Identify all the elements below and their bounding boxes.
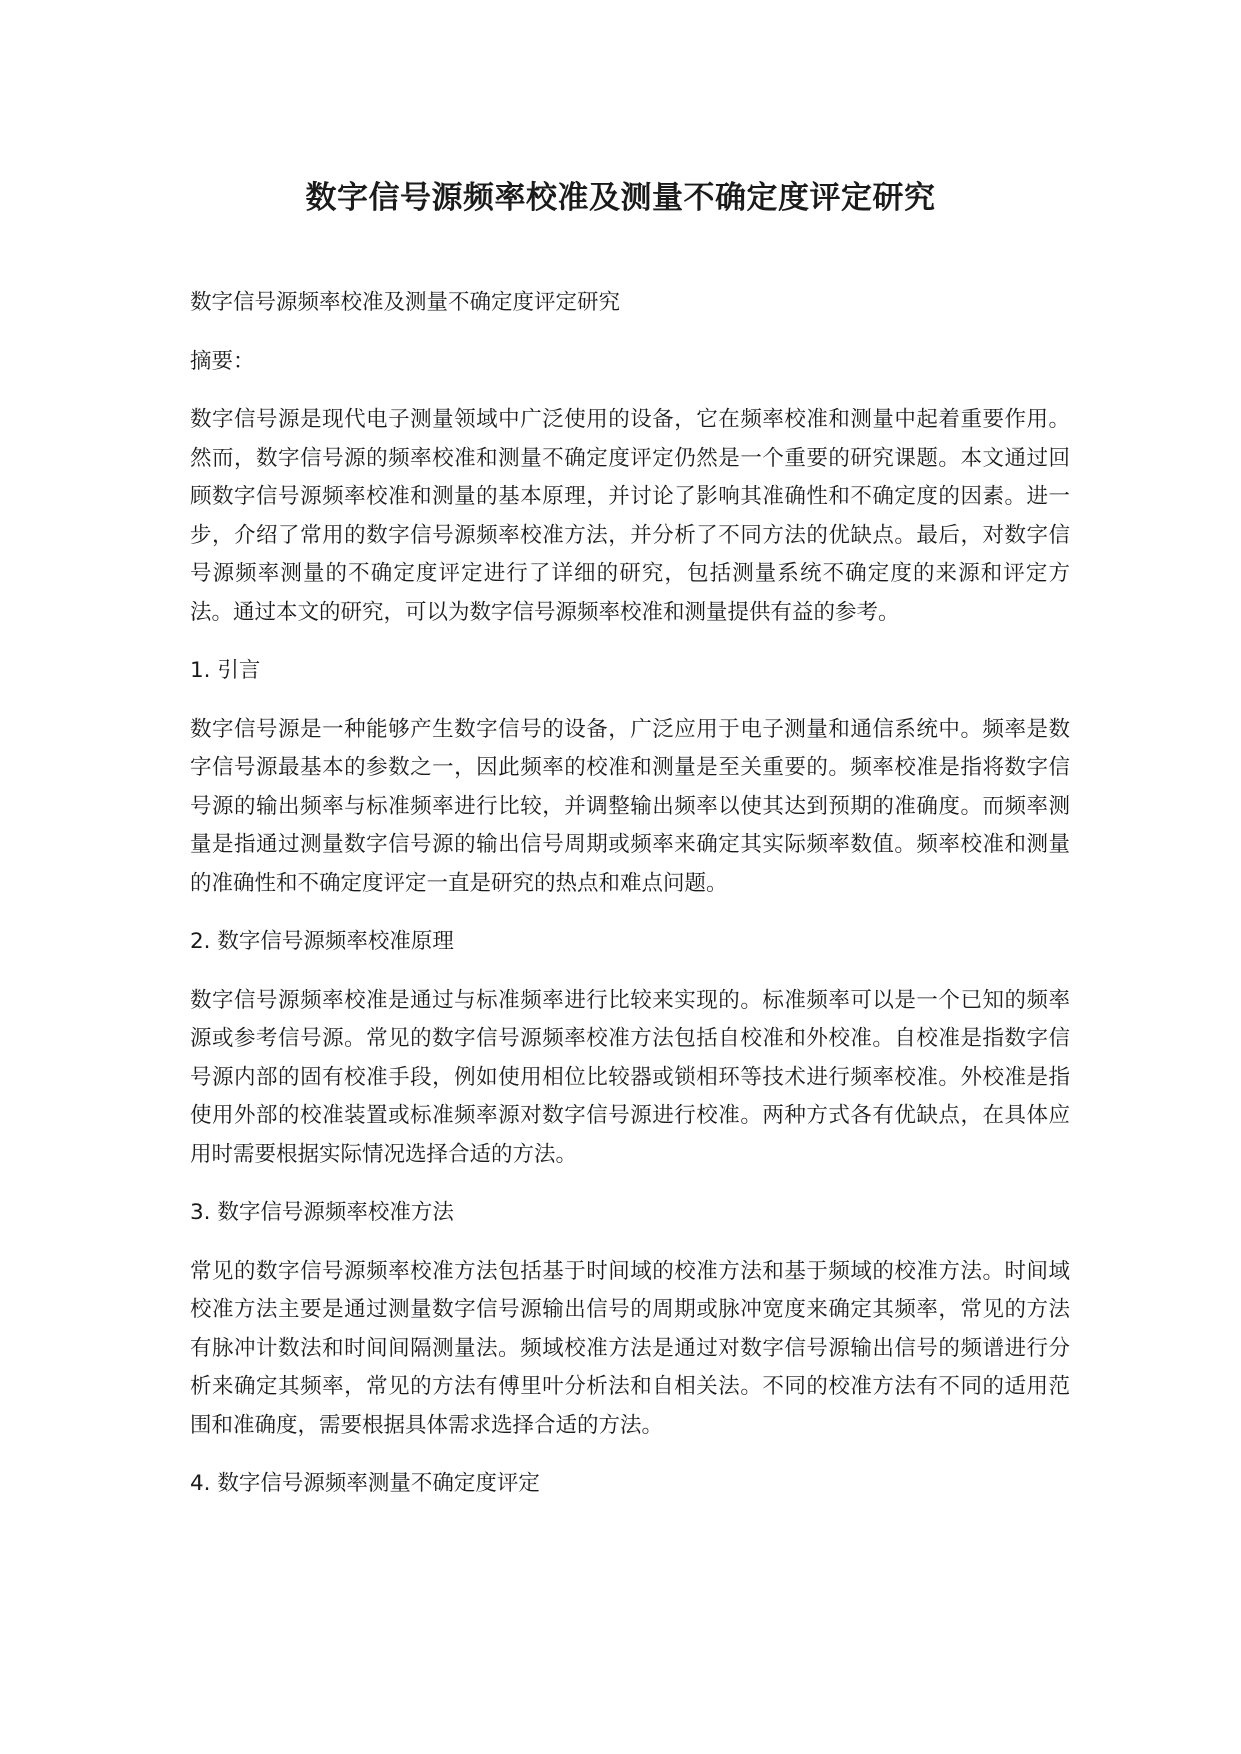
document-body [190, 284, 1070, 1524]
section-heading-uncertainty-evaluation: 4. 数字信号源频率测量不确定度评定 [190, 1471, 540, 1496]
abstract-label: 摘要： [190, 348, 255, 374]
document-subtitle: 数字信号源频率校准及测量不确定度评定研究 [190, 290, 621, 315]
abstract-paragraph: 数字信号源是现代电子测量领域中广泛使用的设备，它在频率校准和测量中起着重要作用。然而，数字信号源的频率校准和测量不确定度评定仍然是一个重要的研究课题。本文通过回顾数字信号源频率校准和测量的基本原理，并讨论了影响其准确性和不确定度的因素。进一步，介绍了常用的数字信号源频率校准方法，并分析了不同方法的优缺点。最后，对数字信号源频率测量的不确定度评定进行了详细的研究，包括测量系统不确定度的来源和评定方法。通过本文的研究，可以为数字信号源频率校准和测量提供有益的参考。 [190, 407, 1070, 625]
section-paragraph-introduction: 数字信号源是一种能够产生数字信号的设备，广泛应用于电子测量和通信系统中。频率是数字信号源最基本的参数之一，因此频率的校准和测量是至关重要的。频率校准是指将数字信号源的输出频率与标准频率进行比较，并调整输出频率以使其达到预期的准确度。而频率测量是指通过测量数字信号源的输出信号周期或频率来确定其实际频率数值。频率校准和测量的准确性和不确定度评定一直是研究的热点和难点问题。 [190, 716, 1070, 896]
section-paragraph-calibration-methods: 常见的数字信号源频率校准方法包括基于时间域的校准方法和基于频域的校准方法。时间域校准方法主要是通过测量数字信号源输出信号的周期或脉冲宽度来确定其频率，常见的方法有脉冲计数法和时间间隔测量法。频域校准方法是通过对数字信号源输出信号的频谱进行分析来确定其频率，常见的方法有傅里叶分析法和自相关法。不同的校准方法有不同的适用范围和准确度，需要根据具体需求选择合适的方法。 [190, 1258, 1070, 1438]
section-heading-calibration-methods: 3. 数字信号源频率校准方法 [190, 1200, 454, 1225]
section-heading-calibration-principle: 2. 数字信号源频率校准原理 [190, 929, 454, 954]
section-heading-introduction: 1. 引言 [190, 658, 261, 683]
section-paragraph-calibration-principle: 数字信号源频率校准是通过与标准频率进行比较来实现的。标准频率可以是一个已知的频率源或参考信号源。常见的数字信号源频率校准方法包括自校准和外校准。自校准是指数字信号源内部的固有校准手段，例如使用相位比较器或锁相环等技术进行频率校准。外校准是指使用外部的校准装置或标准频率源对数字信号源进行校准。两种方式各有优缺点，在具体应用时需要根据实际情况选择合适的方法。 [190, 987, 1070, 1167]
document-title: 数字信号源频率校准及测量不确定度评定研究 [305, 180, 936, 216]
